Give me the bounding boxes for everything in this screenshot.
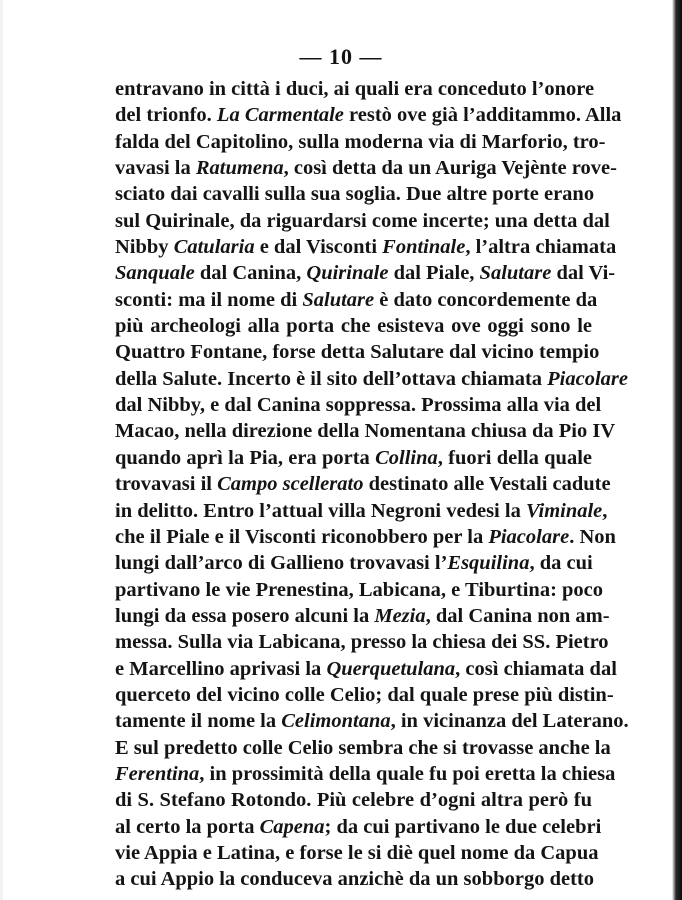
text-line (115, 840, 599, 866)
text-segment: lungi dall’arco di Gallieno trovavasi l’ (115, 552, 448, 575)
text-line (115, 708, 629, 734)
text-segment: , così chiamata dal (455, 657, 617, 680)
text-line (115, 260, 616, 286)
text-line (115, 550, 592, 576)
italic-name: Collina (375, 446, 438, 469)
text-segment: più archeologi alla porta che esisteva ove oggi sono le (115, 315, 592, 338)
text-segment: sconti: ma il nome di (115, 288, 303, 311)
italic-name: Mezia (374, 604, 426, 627)
italic-name: Catularia (173, 236, 255, 259)
text-line (115, 577, 604, 603)
text-line (115, 866, 592, 892)
italic-name: Piacolare (547, 367, 628, 390)
text-segment: E sul predetto colle Celio sembra che si trovasse anche la (115, 736, 611, 759)
page-number: — 10 — (299, 44, 383, 69)
text-line (115, 76, 595, 102)
text-line (115, 234, 617, 260)
italic-name: Ratumena (195, 157, 284, 180)
text-segment: sciato dai cavalli sulla sua soglia. Due altre porte erano (115, 183, 595, 206)
italic-name: Sanquale (115, 262, 195, 285)
scan-edge-left (0, 0, 3, 900)
text-segment: , fuori della quale (437, 446, 592, 469)
text-line (115, 445, 592, 471)
italic-name: Esquilina (447, 552, 530, 575)
italic-name: Ferentina (115, 762, 200, 785)
text-segment: , in vicinanza del Laterano. (390, 710, 629, 733)
text-line (115, 682, 614, 708)
body-text (115, 76, 629, 893)
text-segment: dal Vi- (551, 262, 616, 285)
text-line (115, 287, 598, 313)
text-segment: quando aprì la Pia, era porta (115, 446, 376, 469)
text-segment: Macao, nella direzione della Nomentana chiusa da Pio IV (115, 420, 616, 443)
text-line (115, 761, 616, 787)
italic-name: Salutare (479, 262, 552, 285)
text-line (115, 102, 622, 128)
text-segment: sul Quirinale, da riguardarsi come incerte; una detta dal (115, 209, 610, 232)
text-segment: a cui Appio la conduceva anzichè da un sobborgo detto (115, 868, 594, 891)
text-segment: , in prossimità della quale fu poi eretta la chiesa (199, 762, 616, 785)
italic-name: Quirinale (306, 262, 389, 285)
text-segment: dal Canina, (194, 262, 307, 285)
text-segment: al certo la porta (115, 815, 260, 838)
text-line (115, 181, 595, 207)
text-segment: ; da cui partivano le due celebri (324, 815, 602, 838)
text-segment: della Salute. Incerto è il sito dell’ottava chiamata (115, 367, 548, 390)
text-line (115, 155, 617, 181)
italic-name: Salutare (302, 288, 375, 311)
text-segment: vavasi la (115, 157, 196, 180)
text-line (115, 313, 592, 339)
text-segment: e Marcellino aprivasi la (115, 657, 327, 680)
italic-name: Piacolare (488, 525, 570, 548)
text-line (115, 418, 616, 444)
text-segment: , da cui (529, 552, 593, 575)
italic-name: Fontinale (382, 236, 466, 259)
text-segment: Quattro Fontane, forse detta Salutare dal vicino tempio (115, 341, 600, 364)
text-segment: in delitto. Entro l’attual villa Negroni vedesi la (115, 499, 526, 522)
text-segment: che il Piale e il Visconti riconobbero per la (115, 525, 489, 548)
italic-name: Capena (259, 815, 325, 838)
scan-edge-right (672, 0, 682, 900)
text-line (115, 129, 606, 155)
italic-name: Celimontana (281, 710, 391, 733)
text-segment: , (602, 499, 608, 522)
italic-name: Campo scellerato (217, 473, 364, 496)
italic-name: Viminale (525, 499, 603, 522)
text-line (115, 498, 608, 524)
text-segment: destinato alle Vestali cadute (363, 473, 611, 496)
text-line (115, 366, 628, 392)
text-line (115, 524, 616, 550)
text-segment: lungi da essa posero alcuni la (115, 604, 375, 627)
text-segment: vie Appia e Latina, e forse le si diè quel nome da Capua (115, 841, 599, 864)
text-segment: è dato concordemente da (374, 288, 598, 311)
italic-name: Querquetulana (326, 657, 456, 680)
text-segment: querceto del vicino colle Celio; dal quale prese più distin- (115, 683, 614, 706)
text-segment: partivano le vie Prenestina, Labicana, e Tiburtina: poco (115, 578, 604, 601)
text-line (115, 814, 602, 840)
text-segment: , così detta da un Auriga Vejènte rove- (283, 157, 617, 180)
text-segment: messa. Sulla via Labicana, presso la chiesa dei SS. Pietro (115, 631, 609, 654)
text-segment: , dal Canina non am- (425, 604, 610, 627)
text-line (115, 787, 592, 813)
text-line (115, 629, 609, 655)
text-segment: del trionfo. (115, 104, 217, 127)
text-line (115, 392, 602, 418)
text-segment: restò ove già l’additammo. Alla (343, 104, 622, 127)
text-segment: . Non (569, 525, 616, 548)
text-line (115, 603, 610, 629)
text-line (115, 735, 611, 761)
text-segment: di S. Stefano Rotondo. Più celebre d’ogni altra però fu (115, 789, 592, 812)
text-segment: entravano in città i duci, ai quali era conceduto l’onore (115, 78, 595, 100)
text-line (115, 471, 611, 497)
text-segment: dal Piale, (388, 262, 480, 285)
text-segment: trovavasi il (115, 473, 218, 496)
text-line (115, 656, 617, 682)
text-segment: falda del Capitolino, sulla moderna via di Marforio, tro- (115, 130, 606, 153)
text-segment: dal Nibby, e dal Canina soppressa. Prossima alla via del (115, 394, 602, 417)
text-segment: , l’altra chiamata (465, 236, 617, 259)
text-line (115, 208, 610, 234)
italic-name: La Carmentale (216, 104, 344, 127)
text-segment: tamente il nome la (115, 710, 282, 733)
text-segment: Nibby (115, 236, 174, 259)
text-segment: e dal Visconti (254, 236, 383, 259)
text-line (115, 339, 600, 365)
